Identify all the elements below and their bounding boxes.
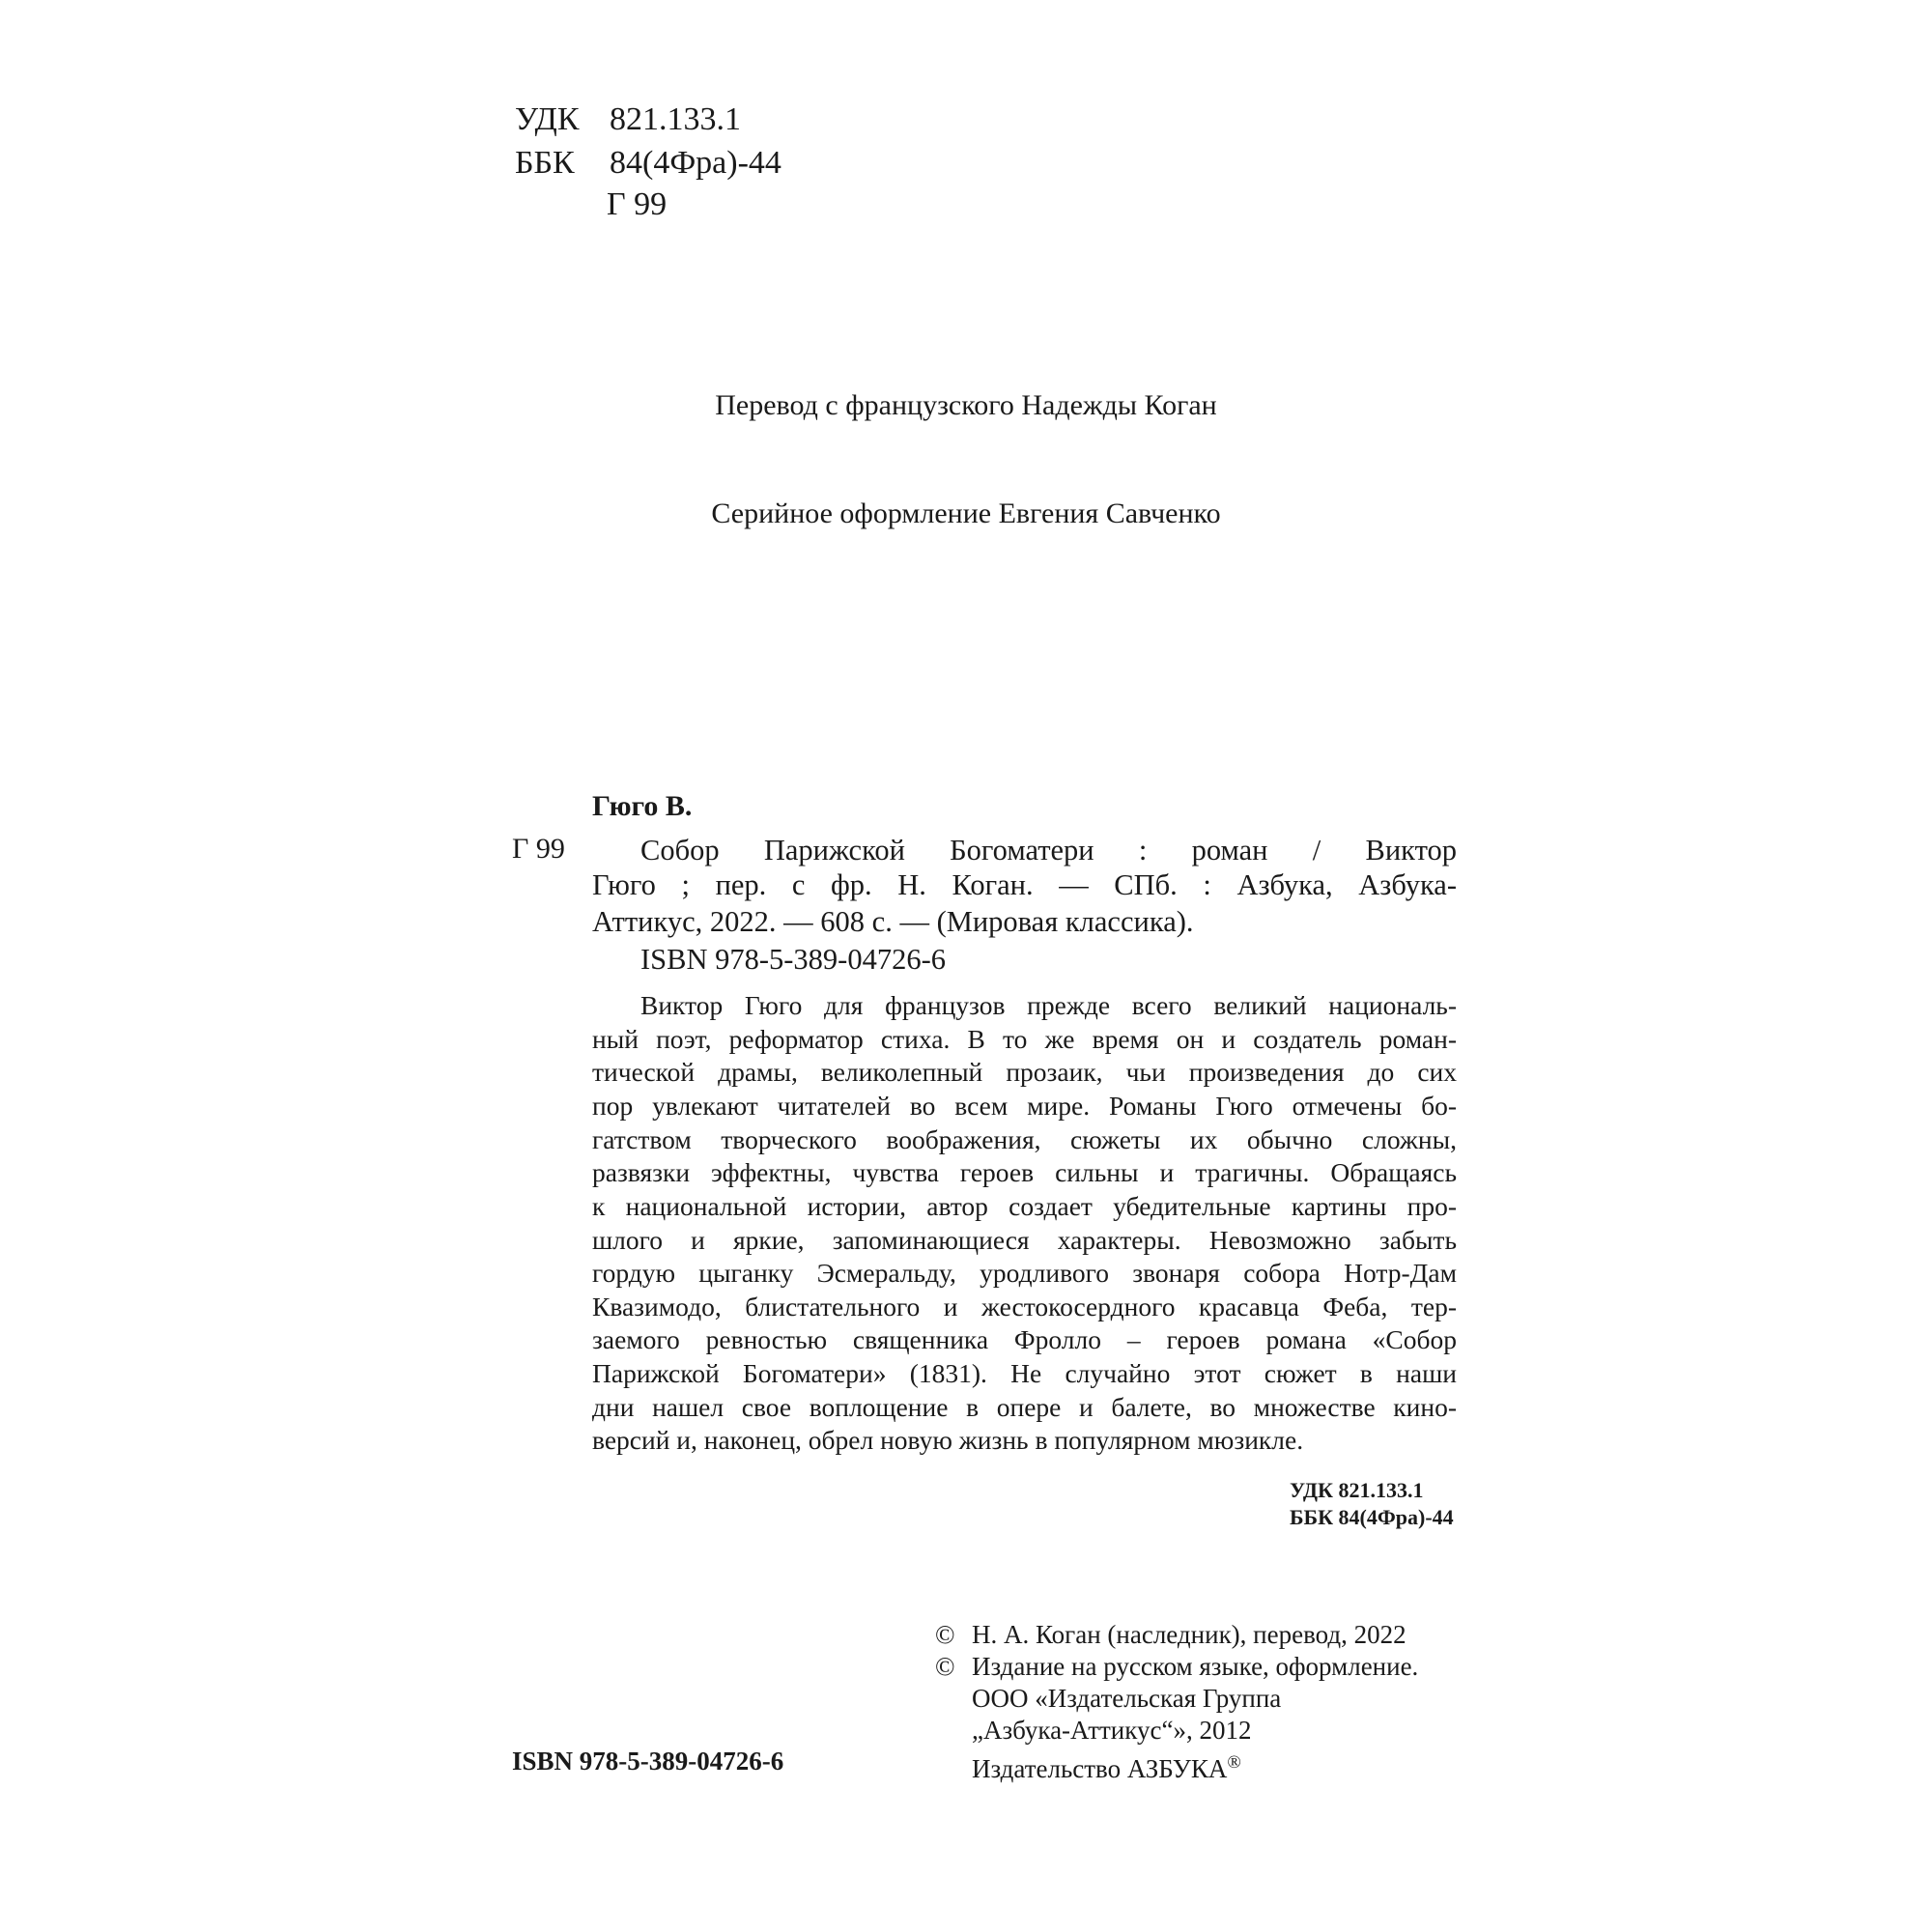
copyright-symbol-1: © — [935, 1620, 955, 1649]
catalog-bbk: ББК 84(4Фра)-44 — [1290, 1505, 1454, 1529]
annotation-line: гатством творческого воображения, сюжеты их обычно сложны, — [592, 1124, 1457, 1154]
copyright-line-2: Издание на русском языке, оформление. — [972, 1652, 1419, 1681]
annotation-line: к национальной истории, автор создает убедительные картины про- — [592, 1191, 1457, 1221]
udk-value: 821.133.1 — [610, 101, 741, 137]
bib-line-2: Гюго ; пер. с фр. Н. Коган. — СПб. : Азбука, Азбука- — [592, 868, 1457, 901]
bib-line-3: Аттикус, 2022. — 608 с. — (Мировая классика). — [592, 905, 1194, 938]
bbk-label: ББК — [515, 145, 575, 181]
annotation-line: версий и, наконец, обрел новую жизнь в популярном мюзикле. — [592, 1425, 1304, 1455]
bbk-header — [515, 143, 781, 184]
translation-credit: Перевод с французского Надежды Коган — [715, 389, 1217, 421]
udk-header — [515, 99, 741, 140]
isbn-bottom: ISBN 978-5-389-04726-6 — [512, 1747, 784, 1776]
publisher-name: Издательство АЗБУКА — [972, 1754, 1228, 1783]
registered-mark-icon: ® — [1227, 1752, 1241, 1773]
annotation-line: Виктор Гюго для французов прежде всего великий националь- — [640, 990, 1457, 1020]
annotation-line: ный поэт, реформатор стиха. В то же время он и создатель роман- — [592, 1024, 1457, 1054]
catalog-isbn: ISBN 978-5-389-04726-6 — [640, 943, 946, 976]
design-credit: Серийное оформление Евгения Савченко — [711, 497, 1221, 529]
copyright-line-3: ООО «Издательская Группа — [972, 1684, 1282, 1713]
annotation-line: тической драмы, великолепный прозаик, чьи произведения до сих — [592, 1057, 1457, 1087]
annotation-line: шлого и яркие, запоминающиеся характеры. Невозможно забыть — [592, 1225, 1457, 1255]
copyright-line-5 — [972, 1747, 1241, 1785]
annotation-line: заемого ревностью священника Фролло – героев романа «Собор — [592, 1324, 1457, 1354]
annotation-line: Парижской Богоматери» (1831). Не случайно этот сюжет в наши — [592, 1358, 1457, 1388]
annotation-line: гордую цыганку Эсмеральду, уродливого звонаря собора Нотр-Дам — [592, 1258, 1457, 1288]
udk-label: УДК — [515, 101, 580, 137]
copyright-line-1: Н. А. Коган (наследник), перевод, 2022 — [972, 1620, 1406, 1649]
annotation-line: пор увлекают читателей во всем мире. Романы Гюго отмечены бо- — [592, 1091, 1457, 1121]
annotation-line: дни нашел свое воплощение в опере и балете, во множестве кино- — [592, 1392, 1457, 1422]
catalog-author: Гюго В. — [592, 790, 693, 822]
author-code-header: Г 99 — [607, 186, 668, 222]
bbk-value: 84(4Фра)-44 — [610, 145, 781, 181]
catalog-udk: УДК 821.133.1 — [1290, 1478, 1424, 1502]
bib-line-1: Собор Парижской Богоматери : роман / Виктор — [640, 834, 1457, 867]
annotation-line: Квазимодо, блистательного и жестокосердного красавца Феба, тер- — [592, 1292, 1457, 1321]
copyright-line-4: „Азбука-Аттикус“», 2012 — [972, 1716, 1252, 1745]
annotation-line: развязки эффектны, чувства героев сильны и трагичны. Обращаясь — [592, 1157, 1457, 1187]
copyright-symbol-2: © — [935, 1652, 955, 1681]
catalog-code: Г 99 — [512, 833, 565, 865]
